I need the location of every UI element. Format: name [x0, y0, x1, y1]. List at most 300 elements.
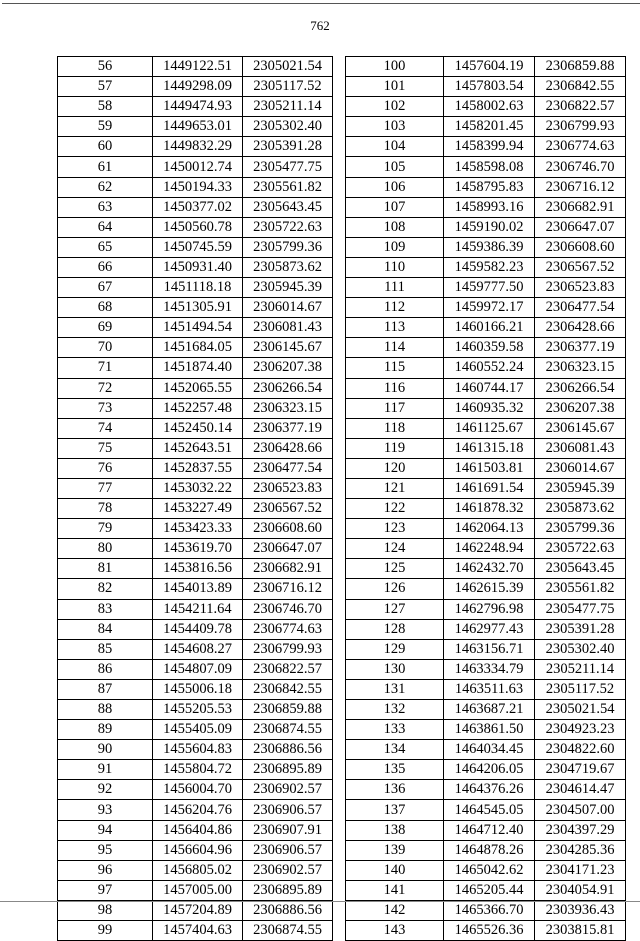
coordinate-table-left: [57, 56, 333, 941]
x-coordinate-cell: 1464376.26: [444, 780, 535, 800]
table-row: [58, 137, 333, 157]
y-coordinate-cell: 2306859.88: [243, 700, 333, 720]
table-row: [346, 77, 626, 97]
table-row: [346, 599, 626, 619]
x-coordinate-cell: 1464878.26: [444, 840, 535, 860]
y-coordinate-cell: 2306874.55: [243, 720, 333, 740]
table-row: [346, 257, 626, 277]
y-coordinate-cell: 2306377.19: [243, 418, 333, 438]
y-coordinate-cell: 2306682.91: [243, 559, 333, 579]
table-row: [58, 659, 333, 679]
table-row: [346, 318, 626, 338]
table-row: [346, 157, 626, 177]
y-coordinate-cell: 2305477.75: [535, 599, 626, 619]
x-coordinate-cell: 1452837.55: [153, 458, 243, 478]
y-coordinate-cell: 2306716.12: [243, 579, 333, 599]
point-number-cell: 74: [58, 418, 153, 438]
y-coordinate-cell: 2306323.15: [243, 398, 333, 418]
point-number-cell: 58: [58, 97, 153, 117]
table-row: [58, 358, 333, 378]
point-number-cell: 118: [346, 418, 444, 438]
point-number-cell: 109: [346, 237, 444, 257]
table-row: [346, 358, 626, 378]
y-coordinate-cell: 2306377.19: [535, 338, 626, 358]
y-coordinate-cell: 2304171.23: [535, 860, 626, 880]
point-number-cell: 67: [58, 278, 153, 298]
point-number-cell: 77: [58, 478, 153, 498]
y-coordinate-cell: 2305021.54: [243, 57, 333, 77]
y-coordinate-cell: 2306774.63: [535, 137, 626, 157]
point-number-cell: 123: [346, 519, 444, 539]
table-row: [58, 800, 333, 820]
x-coordinate-cell: 1457404.63: [153, 921, 243, 941]
point-number-cell: 98: [58, 900, 153, 920]
table-row: [346, 378, 626, 398]
x-coordinate-cell: 1460359.58: [444, 338, 535, 358]
point-number-cell: 79: [58, 519, 153, 539]
table-row: [58, 318, 333, 338]
point-number-cell: 133: [346, 720, 444, 740]
x-coordinate-cell: 1451118.18: [153, 278, 243, 298]
point-number-cell: 135: [346, 760, 444, 780]
x-coordinate-cell: 1463687.21: [444, 700, 535, 720]
y-coordinate-cell: 2306608.60: [243, 519, 333, 539]
point-number-cell: 87: [58, 679, 153, 699]
x-coordinate-cell: 1463156.71: [444, 639, 535, 659]
x-coordinate-cell: 1459777.50: [444, 278, 535, 298]
point-number-cell: 69: [58, 318, 153, 338]
y-coordinate-cell: 2306842.55: [535, 77, 626, 97]
x-coordinate-cell: 1460552.24: [444, 358, 535, 378]
point-number-cell: 136: [346, 780, 444, 800]
table-row: [346, 458, 626, 478]
x-coordinate-cell: 1461125.67: [444, 418, 535, 438]
table-row: [346, 398, 626, 418]
point-number-cell: 106: [346, 177, 444, 197]
y-coordinate-cell: 2306774.63: [243, 619, 333, 639]
y-coordinate-cell: 2306647.07: [535, 217, 626, 237]
table-row: [346, 97, 626, 117]
table-row: [346, 820, 626, 840]
x-coordinate-cell: 1461878.32: [444, 499, 535, 519]
bottom-rule: [0, 901, 640, 902]
point-number-cell: 125: [346, 559, 444, 579]
x-coordinate-cell: 1462977.43: [444, 619, 535, 639]
x-coordinate-cell: 1454608.27: [153, 639, 243, 659]
point-number-cell: 80: [58, 539, 153, 559]
x-coordinate-cell: 1457803.54: [444, 77, 535, 97]
table-row: [58, 840, 333, 860]
y-coordinate-cell: 2305561.82: [243, 177, 333, 197]
x-coordinate-cell: 1456004.70: [153, 780, 243, 800]
x-coordinate-cell: 1462615.39: [444, 579, 535, 599]
y-coordinate-cell: 2305117.52: [243, 77, 333, 97]
table-row: [58, 298, 333, 318]
table-row: [346, 278, 626, 298]
x-coordinate-cell: 1465042.62: [444, 860, 535, 880]
point-number-cell: 86: [58, 659, 153, 679]
x-coordinate-cell: 1463861.50: [444, 720, 535, 740]
y-coordinate-cell: 2305945.39: [243, 278, 333, 298]
y-coordinate-cell: 2305643.45: [243, 197, 333, 217]
point-number-cell: 89: [58, 720, 153, 740]
table-row: [346, 539, 626, 559]
y-coordinate-cell: 2306799.93: [243, 639, 333, 659]
point-number-cell: 116: [346, 378, 444, 398]
table-row: [346, 519, 626, 539]
table-row: [58, 458, 333, 478]
point-number-cell: 137: [346, 800, 444, 820]
x-coordinate-cell: 1450194.33: [153, 177, 243, 197]
point-number-cell: 142: [346, 900, 444, 920]
x-coordinate-cell: 1453032.22: [153, 478, 243, 498]
x-coordinate-cell: 1455405.09: [153, 720, 243, 740]
point-number-cell: 105: [346, 157, 444, 177]
y-coordinate-cell: 2306822.57: [535, 97, 626, 117]
y-coordinate-cell: 2306895.89: [243, 760, 333, 780]
point-number-cell: 129: [346, 639, 444, 659]
x-coordinate-cell: 1464034.45: [444, 740, 535, 760]
table-row: [58, 278, 333, 298]
y-coordinate-cell: 2303815.81: [535, 921, 626, 941]
point-number-cell: 113: [346, 318, 444, 338]
table-row: [58, 559, 333, 579]
x-coordinate-cell: 1465526.36: [444, 921, 535, 941]
point-number-cell: 138: [346, 820, 444, 840]
x-coordinate-cell: 1461691.54: [444, 478, 535, 498]
x-coordinate-cell: 1456604.96: [153, 840, 243, 860]
table-row: [346, 900, 626, 920]
x-coordinate-cell: 1462432.70: [444, 559, 535, 579]
y-coordinate-cell: 2306014.67: [243, 298, 333, 318]
y-coordinate-cell: 2306716.12: [535, 177, 626, 197]
x-coordinate-cell: 1455006.18: [153, 679, 243, 699]
x-coordinate-cell: 1462796.98: [444, 599, 535, 619]
table-row: [58, 880, 333, 900]
table-row: [58, 77, 333, 97]
y-coordinate-cell: 2306906.57: [243, 840, 333, 860]
point-number-cell: 63: [58, 197, 153, 217]
y-coordinate-cell: 2306014.67: [535, 458, 626, 478]
point-number-cell: 100: [346, 57, 444, 77]
y-coordinate-cell: 2306567.52: [243, 499, 333, 519]
point-number-cell: 81: [58, 559, 153, 579]
table-row: [58, 438, 333, 458]
x-coordinate-cell: 1461315.18: [444, 438, 535, 458]
y-coordinate-cell: 2305561.82: [535, 579, 626, 599]
point-number-cell: 131: [346, 679, 444, 699]
point-number-cell: 122: [346, 499, 444, 519]
table-row: [346, 298, 626, 318]
table-row: [346, 800, 626, 820]
y-coordinate-cell: 2306145.67: [535, 418, 626, 438]
point-number-cell: 62: [58, 177, 153, 197]
table-row: [58, 257, 333, 277]
table-row: [58, 217, 333, 237]
y-coordinate-cell: 2305873.62: [243, 257, 333, 277]
x-coordinate-cell: 1458201.45: [444, 117, 535, 137]
y-coordinate-cell: 2304507.00: [535, 800, 626, 820]
y-coordinate-cell: 2306608.60: [535, 237, 626, 257]
y-coordinate-cell: 2306842.55: [243, 679, 333, 699]
y-coordinate-cell: 2306081.43: [243, 318, 333, 338]
y-coordinate-cell: 2306886.56: [243, 900, 333, 920]
y-coordinate-cell: 2305302.40: [535, 639, 626, 659]
y-coordinate-cell: 2306907.91: [243, 820, 333, 840]
table-row: [346, 659, 626, 679]
point-number-cell: 99: [58, 921, 153, 941]
y-coordinate-cell: 2306822.57: [243, 659, 333, 679]
table-row: [346, 679, 626, 699]
point-number-cell: 132: [346, 700, 444, 720]
y-coordinate-cell: 2305477.75: [243, 157, 333, 177]
table-row: [58, 579, 333, 599]
x-coordinate-cell: 1459972.17: [444, 298, 535, 318]
x-coordinate-cell: 1460166.21: [444, 318, 535, 338]
table-row: [58, 700, 333, 720]
y-coordinate-cell: 2306081.43: [535, 438, 626, 458]
x-coordinate-cell: 1449474.93: [153, 97, 243, 117]
x-coordinate-cell: 1452257.48: [153, 398, 243, 418]
point-number-cell: 117: [346, 398, 444, 418]
table-row: [58, 117, 333, 137]
x-coordinate-cell: 1462248.94: [444, 539, 535, 559]
x-coordinate-cell: 1462064.13: [444, 519, 535, 539]
y-coordinate-cell: 2306428.66: [535, 318, 626, 338]
table-row: [346, 559, 626, 579]
point-number-cell: 103: [346, 117, 444, 137]
y-coordinate-cell: 2306266.54: [535, 378, 626, 398]
point-number-cell: 95: [58, 840, 153, 860]
table-row: [346, 197, 626, 217]
y-coordinate-cell: 2304923.23: [535, 720, 626, 740]
y-coordinate-cell: 2306428.66: [243, 438, 333, 458]
table-row: [346, 619, 626, 639]
x-coordinate-cell: 1456805.02: [153, 860, 243, 880]
table-row: [58, 519, 333, 539]
x-coordinate-cell: 1460935.32: [444, 398, 535, 418]
point-number-cell: 84: [58, 619, 153, 639]
table-row: [346, 760, 626, 780]
x-coordinate-cell: 1457604.19: [444, 57, 535, 77]
y-coordinate-cell: 2306746.70: [535, 157, 626, 177]
table-row: [346, 579, 626, 599]
table-row: [58, 398, 333, 418]
x-coordinate-cell: 1450012.74: [153, 157, 243, 177]
x-coordinate-cell: 1454211.64: [153, 599, 243, 619]
x-coordinate-cell: 1452450.14: [153, 418, 243, 438]
x-coordinate-cell: 1458399.94: [444, 137, 535, 157]
y-coordinate-cell: 2306799.93: [535, 117, 626, 137]
x-coordinate-cell: 1458993.16: [444, 197, 535, 217]
x-coordinate-cell: 1459190.02: [444, 217, 535, 237]
y-coordinate-cell: 2305021.54: [535, 700, 626, 720]
y-coordinate-cell: 2303936.43: [535, 900, 626, 920]
point-number-cell: 127: [346, 599, 444, 619]
table-row: [58, 900, 333, 920]
table-row: [346, 639, 626, 659]
y-coordinate-cell: 2306323.15: [535, 358, 626, 378]
table-row: [346, 499, 626, 519]
table-row: [346, 117, 626, 137]
table-row: [346, 137, 626, 157]
table-row: [58, 720, 333, 740]
x-coordinate-cell: 1453619.70: [153, 539, 243, 559]
point-number-cell: 108: [346, 217, 444, 237]
table-row: [58, 740, 333, 760]
x-coordinate-cell: 1459582.23: [444, 257, 535, 277]
y-coordinate-cell: 2304054.91: [535, 880, 626, 900]
table-row: [58, 760, 333, 780]
x-coordinate-cell: 1464545.05: [444, 800, 535, 820]
point-number-cell: 91: [58, 760, 153, 780]
x-coordinate-cell: 1449122.51: [153, 57, 243, 77]
point-number-cell: 75: [58, 438, 153, 458]
x-coordinate-cell: 1451494.54: [153, 318, 243, 338]
y-coordinate-cell: 2306207.38: [535, 398, 626, 418]
y-coordinate-cell: 2306266.54: [243, 378, 333, 398]
x-coordinate-cell: 1450931.40: [153, 257, 243, 277]
table-row: [58, 860, 333, 880]
point-number-cell: 90: [58, 740, 153, 760]
table-row: [58, 921, 333, 941]
point-number-cell: 107: [346, 197, 444, 217]
point-number-cell: 130: [346, 659, 444, 679]
point-number-cell: 66: [58, 257, 153, 277]
point-number-cell: 57: [58, 77, 153, 97]
y-coordinate-cell: 2305391.28: [535, 619, 626, 639]
point-number-cell: 143: [346, 921, 444, 941]
table-row: [346, 237, 626, 257]
y-coordinate-cell: 2306859.88: [535, 57, 626, 77]
table-row: [346, 700, 626, 720]
y-coordinate-cell: 2306523.83: [243, 478, 333, 498]
x-coordinate-cell: 1459386.39: [444, 237, 535, 257]
table-row: [58, 780, 333, 800]
table-row: [346, 780, 626, 800]
x-coordinate-cell: 1453423.33: [153, 519, 243, 539]
table-row: [58, 499, 333, 519]
table-row: [58, 338, 333, 358]
y-coordinate-cell: 2306682.91: [535, 197, 626, 217]
point-number-cell: 101: [346, 77, 444, 97]
y-coordinate-cell: 2306902.57: [243, 780, 333, 800]
point-number-cell: 82: [58, 579, 153, 599]
point-number-cell: 139: [346, 840, 444, 860]
x-coordinate-cell: 1456404.86: [153, 820, 243, 840]
y-coordinate-cell: 2304719.67: [535, 760, 626, 780]
x-coordinate-cell: 1453816.56: [153, 559, 243, 579]
x-coordinate-cell: 1451684.05: [153, 338, 243, 358]
table-row: [346, 740, 626, 760]
y-coordinate-cell: 2305117.52: [535, 679, 626, 699]
x-coordinate-cell: 1451305.91: [153, 298, 243, 318]
y-coordinate-cell: 2306567.52: [535, 257, 626, 277]
table-row: [58, 599, 333, 619]
point-number-cell: 97: [58, 880, 153, 900]
y-coordinate-cell: 2306523.83: [535, 278, 626, 298]
x-coordinate-cell: 1449298.09: [153, 77, 243, 97]
y-coordinate-cell: 2304822.60: [535, 740, 626, 760]
point-number-cell: 111: [346, 278, 444, 298]
point-number-cell: 94: [58, 820, 153, 840]
point-number-cell: 76: [58, 458, 153, 478]
table-row: [346, 338, 626, 358]
x-coordinate-cell: 1463334.79: [444, 659, 535, 679]
x-coordinate-cell: 1464712.40: [444, 820, 535, 840]
point-number-cell: 93: [58, 800, 153, 820]
point-number-cell: 73: [58, 398, 153, 418]
x-coordinate-cell: 1465366.70: [444, 900, 535, 920]
y-coordinate-cell: 2305873.62: [535, 499, 626, 519]
x-coordinate-cell: 1455804.72: [153, 760, 243, 780]
point-number-cell: 61: [58, 157, 153, 177]
y-coordinate-cell: 2305799.36: [243, 237, 333, 257]
point-number-cell: 70: [58, 338, 153, 358]
y-coordinate-cell: 2304285.36: [535, 840, 626, 860]
table-row: [58, 57, 333, 77]
y-coordinate-cell: 2305945.39: [535, 478, 626, 498]
x-coordinate-cell: 1457005.00: [153, 880, 243, 900]
table-row: [58, 157, 333, 177]
x-coordinate-cell: 1451874.40: [153, 358, 243, 378]
point-number-cell: 56: [58, 57, 153, 77]
y-coordinate-cell: 2306902.57: [243, 860, 333, 880]
table-row: [346, 840, 626, 860]
y-coordinate-cell: 2306647.07: [243, 539, 333, 559]
y-coordinate-cell: 2305302.40: [243, 117, 333, 137]
x-coordinate-cell: 1454807.09: [153, 659, 243, 679]
point-number-cell: 112: [346, 298, 444, 318]
point-number-cell: 124: [346, 539, 444, 559]
table-row: [58, 237, 333, 257]
y-coordinate-cell: 2306874.55: [243, 921, 333, 941]
point-number-cell: 110: [346, 257, 444, 277]
table-row: [346, 418, 626, 438]
y-coordinate-cell: 2306906.57: [243, 800, 333, 820]
y-coordinate-cell: 2305211.14: [535, 659, 626, 679]
x-coordinate-cell: 1464206.05: [444, 760, 535, 780]
table-row: [58, 378, 333, 398]
coordinate-table-right: [345, 56, 626, 941]
point-number-cell: 85: [58, 639, 153, 659]
point-number-cell: 78: [58, 499, 153, 519]
table-row: [346, 177, 626, 197]
table-row: [58, 820, 333, 840]
point-number-cell: 72: [58, 378, 153, 398]
x-coordinate-cell: 1452643.51: [153, 438, 243, 458]
point-number-cell: 88: [58, 700, 153, 720]
x-coordinate-cell: 1453227.49: [153, 499, 243, 519]
x-coordinate-cell: 1457204.89: [153, 900, 243, 920]
y-coordinate-cell: 2306477.54: [535, 298, 626, 318]
y-coordinate-cell: 2306886.56: [243, 740, 333, 760]
y-coordinate-cell: 2305722.63: [243, 217, 333, 237]
table-row: [58, 197, 333, 217]
table-row: [346, 880, 626, 900]
table-row: [58, 177, 333, 197]
point-number-cell: 102: [346, 97, 444, 117]
x-coordinate-cell: 1465205.44: [444, 880, 535, 900]
y-coordinate-cell: 2304614.47: [535, 780, 626, 800]
point-number-cell: 126: [346, 579, 444, 599]
point-number-cell: 119: [346, 438, 444, 458]
point-number-cell: 140: [346, 860, 444, 880]
table-row: [58, 478, 333, 498]
point-number-cell: 134: [346, 740, 444, 760]
y-coordinate-cell: 2305643.45: [535, 559, 626, 579]
x-coordinate-cell: 1454013.89: [153, 579, 243, 599]
